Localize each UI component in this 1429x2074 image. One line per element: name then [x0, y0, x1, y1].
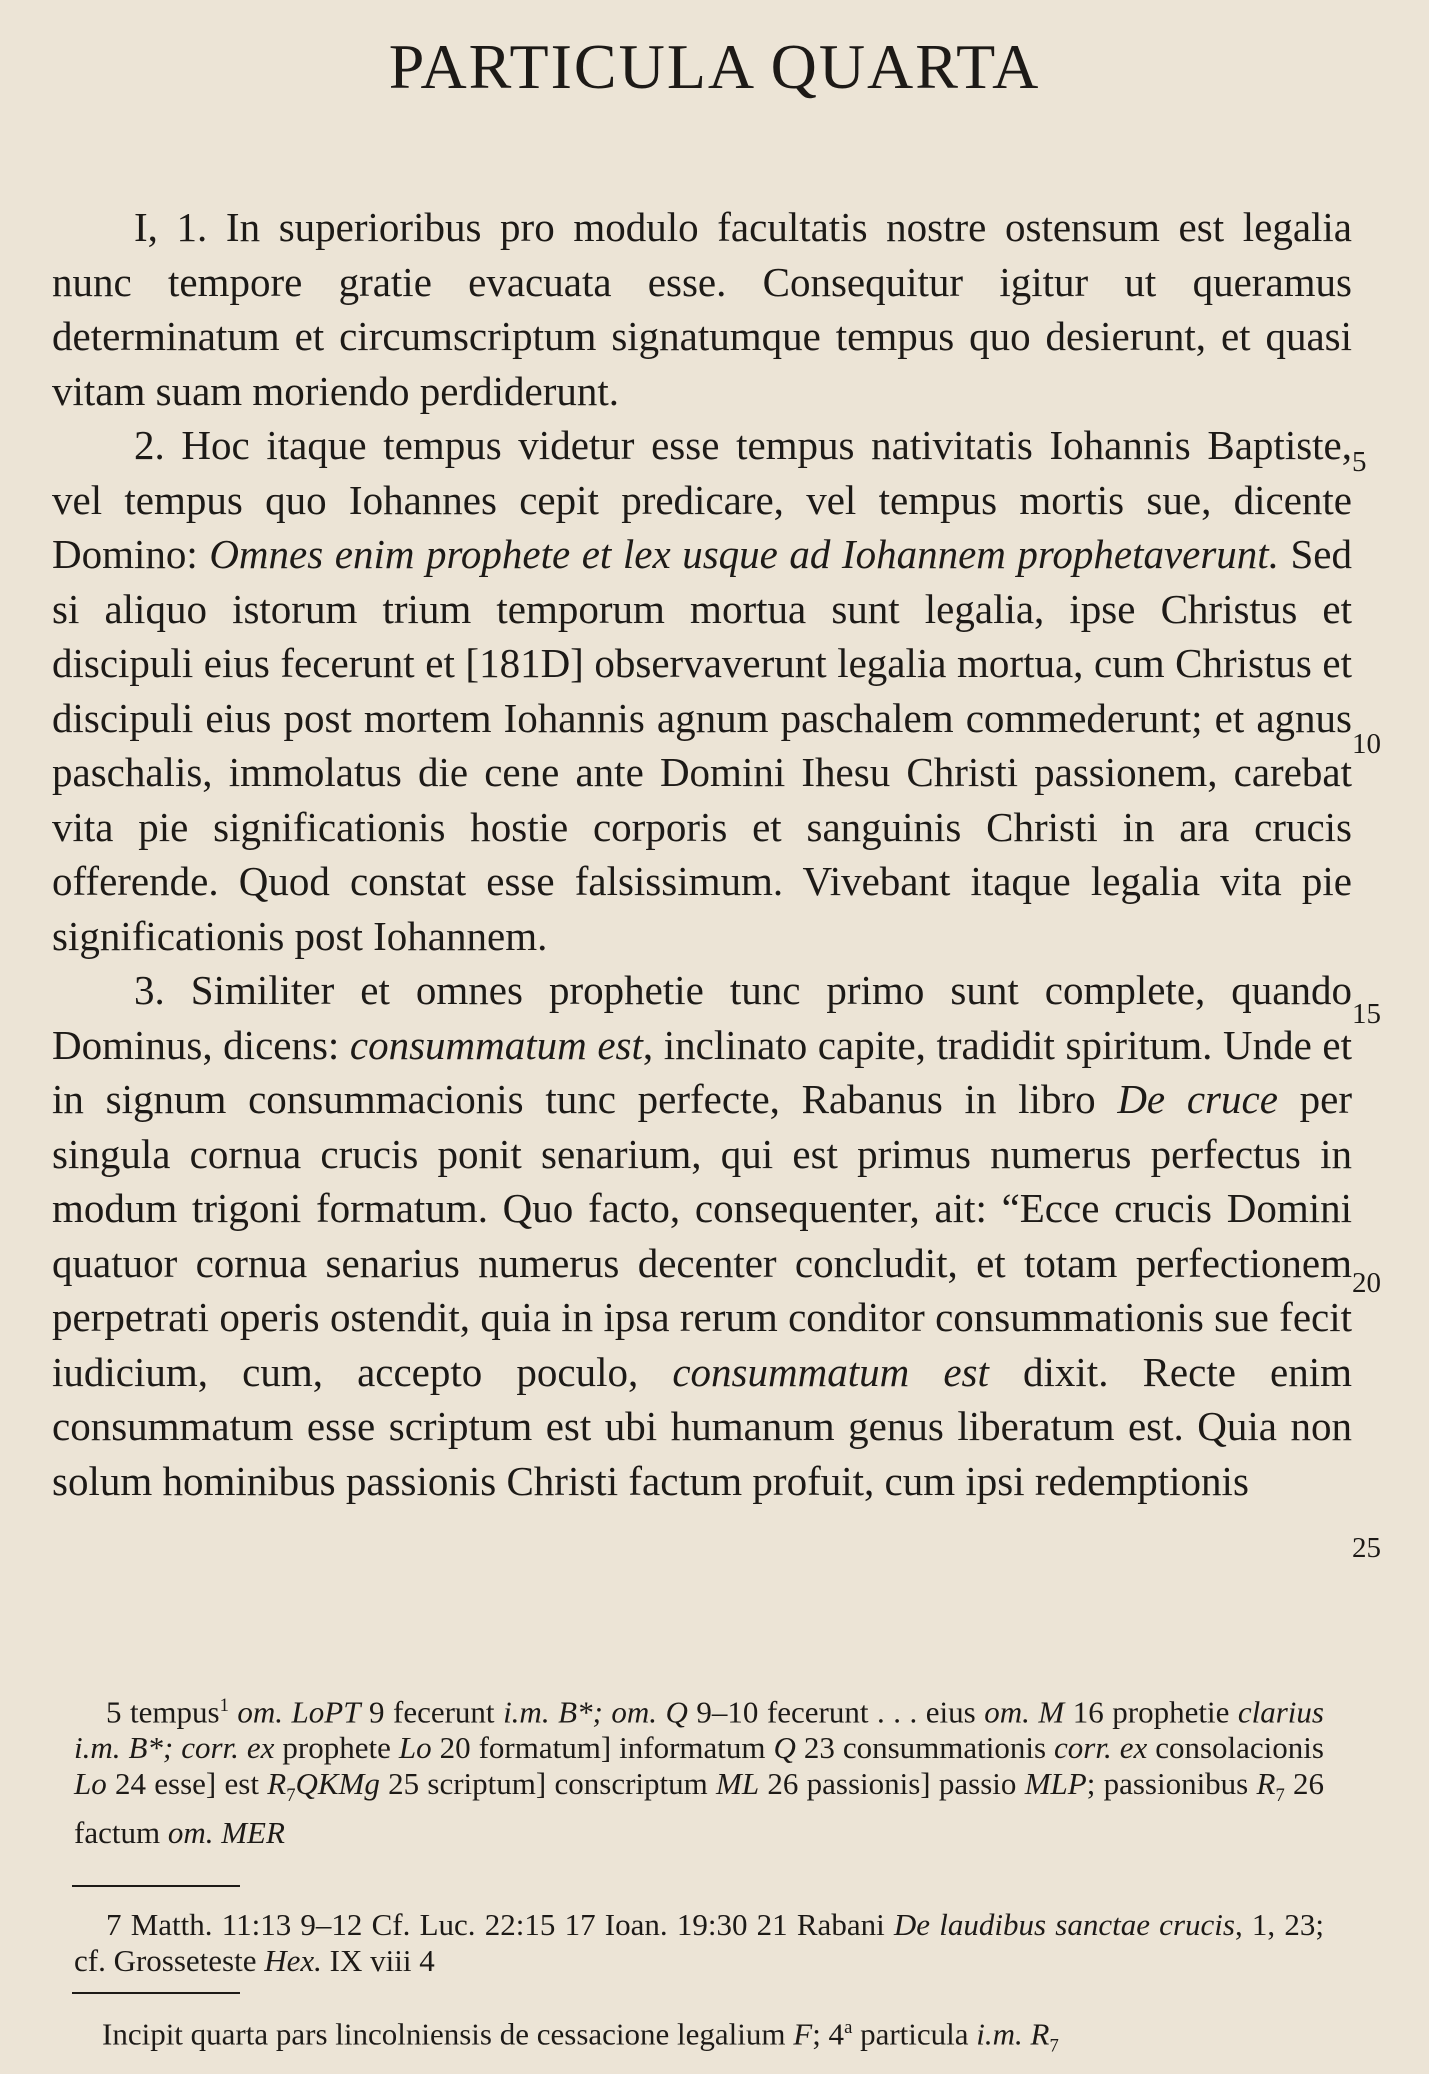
incipit-note	[102, 2010, 1332, 2065]
chapter-title: PARTICULA QUARTA	[388, 31, 1041, 102]
line-number-10: 10	[1352, 728, 1381, 760]
text-segment: De laudibus sanctae crucis	[893, 1907, 1235, 1942]
text-segment: I, 1. In superioribus pro modulo facultatis nostre ostensum est legalia nunc tempore gratie evacuata esse. Consequitur igitur ut queramus determinatum et circumscriptum signatumque tempus quo desierunt, et quasi vitam suam moriendo perdiderunt.	[52, 204, 1352, 414]
text-segment: 25 scriptum] conscriptum	[379, 1766, 717, 1802]
text-segment: Omnes enim prophete et lex usque ad Iohannem prophetaverunt.	[209, 531, 1279, 577]
text-segment: De cruce	[1117, 1076, 1278, 1122]
text-segment: particula	[852, 2016, 977, 2052]
text-segment: Sed si aliquo istorum trium temporum mortua sunt legalia, ipse Christus et discipuli eius fecerunt et [181D] observaverunt legalia mortua, cum Christus et discipuli eius post mortem Iohannis agnum paschalem commederunt; et agnus paschalis, immolatus die cene ante Domini Ihesu Christi passionem, carebat vita pie significationis hostie corporis et sanguinis Christi in ara crucis offerende. Quod constat esse falsissimum. Vivebant itaque legalia vita pie significationis post Iohannem.	[52, 531, 1352, 959]
text-segment: R	[1256, 1766, 1276, 1802]
text-segment: , 1, 23; cf. Grosseteste	[74, 1907, 1324, 1978]
text-segment: ; 4	[812, 2016, 845, 2052]
text-segment: 1	[219, 1695, 229, 1716]
text-segment: 26 passionis] passio	[759, 1766, 1025, 1802]
text-segment: , inclinato capite, tradidit spiritum. Unde et in signum consummacionis tunc perfecte, Rabanus in libro	[52, 1021, 1353, 1122]
line-number-25: 25	[1352, 1532, 1381, 1564]
text-segment: 9 fecerunt	[360, 1694, 504, 1730]
paragraph-1	[52, 200, 1352, 418]
text-segment: 7	[286, 1785, 296, 1807]
text-segment: ; passionibus	[1086, 1766, 1257, 1802]
text-segment: Q	[773, 1730, 796, 1766]
paragraph-3	[52, 963, 1352, 1508]
text-segment: om. M	[984, 1694, 1065, 1730]
text-segment: 7 Matth. 11:13 9–12 Cf. Luc. 22:15 17 Ioan. 19:30 21 Rabani	[106, 1907, 894, 1942]
text-segment: a	[844, 2017, 853, 2038]
text-segment: i.m. R	[976, 2016, 1050, 2052]
text-segment: 5 tempus	[106, 1694, 220, 1730]
text-segment: consummatum est	[672, 1348, 989, 1395]
text-segment: corr. ex	[1054, 1730, 1148, 1766]
text-segment: Lo	[74, 1766, 107, 1802]
text-segment: 16 prophetie	[1064, 1694, 1238, 1730]
text-segment: F	[793, 2016, 813, 2052]
text-segment: consolacionis	[1147, 1730, 1324, 1766]
text-segment: prophete	[274, 1730, 399, 1766]
text-segment: IX viii 4	[321, 1943, 435, 1978]
text-segment: dixit. Recte enim consummatum esse scriptum est ubi humanum genus liberatum est. Quia non solum hominibus passionis Christi factum profuit, cum ipsi redemptionis	[52, 1348, 1353, 1504]
text-segment: 23 consummationis	[795, 1730, 1055, 1766]
text-segment: clarius i.m. B*; corr. ex	[74, 1694, 1324, 1766]
text-segment: 2. Hoc itaque tempus videtur esse tempus nativitatis Iohannis Baptiste, vel tempus quo Iohannes cepit predicare, vel tempus mortis sue, dicente Domino:	[52, 422, 1352, 577]
critical-apparatus	[74, 1688, 1324, 1851]
text-segment: 26 factum	[74, 1766, 1325, 1850]
line-number-20: 20	[1352, 1267, 1381, 1299]
text-segment: Incipit quarta pars lincolniensis de cessacione legalium	[102, 2016, 794, 2052]
text-segment: Lo	[398, 1730, 432, 1766]
text-segment: Hex.	[264, 1943, 322, 1978]
text-segment: i.m. B*; om. Q	[503, 1694, 688, 1730]
text-segment: om. LoPT	[228, 1694, 361, 1730]
text-segment: ML	[716, 1766, 760, 1802]
text-segment: 3. Similiter et omnes prophetie tunc primo sunt complete, quando Dominus, dicens:	[52, 967, 1352, 1068]
text-segment: consummatum est	[349, 1021, 643, 1068]
text-segment: per singula cornua crucis ponit senarium, qui est primus numerus perfectus in modum trigoni formatum. Quo facto, consequenter, ait: “Ecce crucis Domini quatuor cornua senarius numerus decenter concludit, et totam perfectionem perpetrati operis ostendit, quia in ipsa rerum conditor consummationis sue fecit iudicium, cum, accepto poculo,	[52, 1076, 1352, 1395]
footnote-rule-2	[72, 1992, 240, 1994]
text-segment: 20 formatum] informatum	[431, 1730, 774, 1766]
text-segment: om. MER	[167, 1814, 285, 1850]
paragraph-2	[52, 418, 1352, 963]
text-segment: QKMg	[295, 1766, 380, 1802]
text-segment: MLP	[1024, 1766, 1087, 1802]
text-segment: 24 esse] est	[106, 1766, 268, 1802]
text-segment: 7	[1049, 2035, 1059, 2057]
main-text	[52, 200, 1352, 1508]
line-number-15: 15	[1352, 998, 1381, 1030]
footnote-rule	[72, 1885, 240, 1887]
line-number-5: 5	[1352, 446, 1367, 478]
text-segment: 7	[1275, 1785, 1285, 1807]
text-segment: R	[267, 1766, 287, 1802]
source-notes	[74, 1907, 1324, 1979]
text-segment: 9–10 fecerunt . . . eius	[687, 1694, 985, 1730]
